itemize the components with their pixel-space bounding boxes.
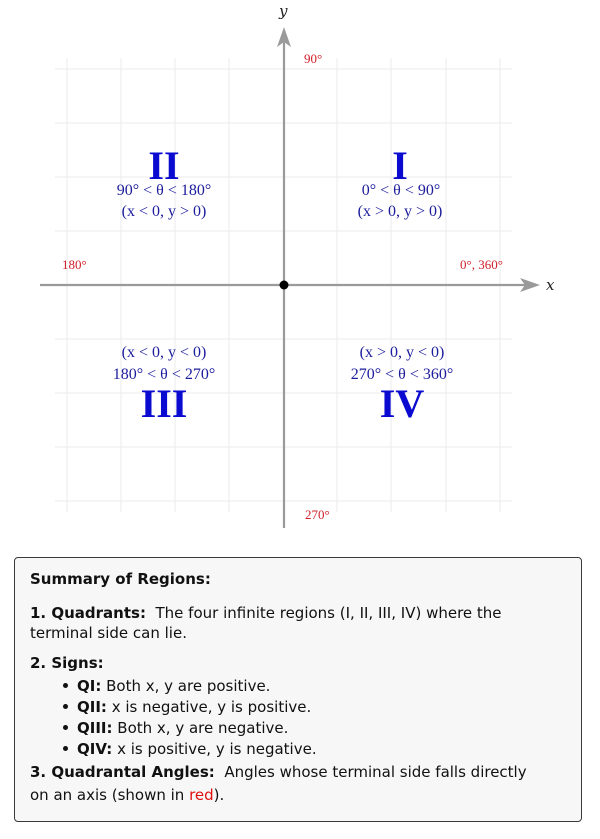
bullet-icon: [63, 725, 68, 730]
summary-item-quadrants-cont: terminal side can lie.: [30, 624, 187, 642]
summary-item-quadrantal-angles-cont: on an axis (shown in red).: [30, 786, 225, 804]
sign-bullet-q2: QII: x is negative, y is positive.: [63, 700, 311, 715]
quadrant-angle-range: 0° < θ < 90°: [361, 182, 441, 199]
angle-label-270: 270°: [305, 507, 330, 522]
item-label: 2. Signs:: [30, 654, 104, 672]
quadrant-angle-range: 270° < θ < 360°: [350, 366, 454, 383]
sign-bullet-q4: QIV: x is positive, y is negative.: [63, 742, 317, 757]
item-label: 1. Quadrants:: [30, 604, 146, 622]
bullet-icon: [63, 746, 68, 751]
origin-dot: [280, 281, 289, 290]
bullet-icon: [63, 704, 68, 709]
angle-label-0-360: 0°, 360°: [460, 257, 503, 272]
x-axis-label: x: [546, 276, 555, 294]
y-axis-label: y: [279, 2, 288, 20]
y-axis: [277, 27, 291, 528]
summary-item-quadrants: [30, 606, 502, 621]
sign-bullet-q1: QI: Both x, y are positive.: [63, 679, 270, 694]
quadrant-signs: (x > 0, y > 0): [357, 203, 443, 220]
quadrant-numeral: I: [392, 143, 408, 188]
item-text: The four infinite regions (I, II, III, IV) where the: [155, 604, 502, 622]
item-label: 3. Quadrantal Angles:: [30, 763, 215, 781]
bullet-icon: [63, 683, 68, 688]
quadrant-angle-range: 180° < θ < 270°: [112, 366, 216, 383]
quadrant-signs: (x < 0, y < 0): [121, 344, 207, 361]
red-highlight: red: [189, 786, 214, 804]
sign-bullet-q3: QIII: Both x, y are negative.: [63, 721, 288, 736]
quadrant-numeral: II: [148, 143, 180, 188]
summary-title: Summary of Regions:: [30, 570, 211, 588]
summary-item-signs: [30, 656, 104, 671]
item-text: Angles whose terminal side falls directly: [224, 763, 527, 781]
quadrant-numeral: IV: [379, 381, 425, 426]
quadrant-signs: (x < 0, y > 0): [121, 203, 207, 220]
summary-box: [14, 557, 582, 822]
quadrant-signs: (x > 0, y < 0): [359, 344, 445, 361]
summary-item-quadrantal-angles: [30, 765, 527, 780]
angle-label-90: 90°: [304, 51, 323, 66]
quadrant-angle-range: 90° < θ < 180°: [116, 182, 212, 199]
angle-label-180: 180°: [62, 257, 87, 272]
quadrant-numeral: III: [140, 381, 188, 426]
x-axis: [40, 278, 540, 292]
